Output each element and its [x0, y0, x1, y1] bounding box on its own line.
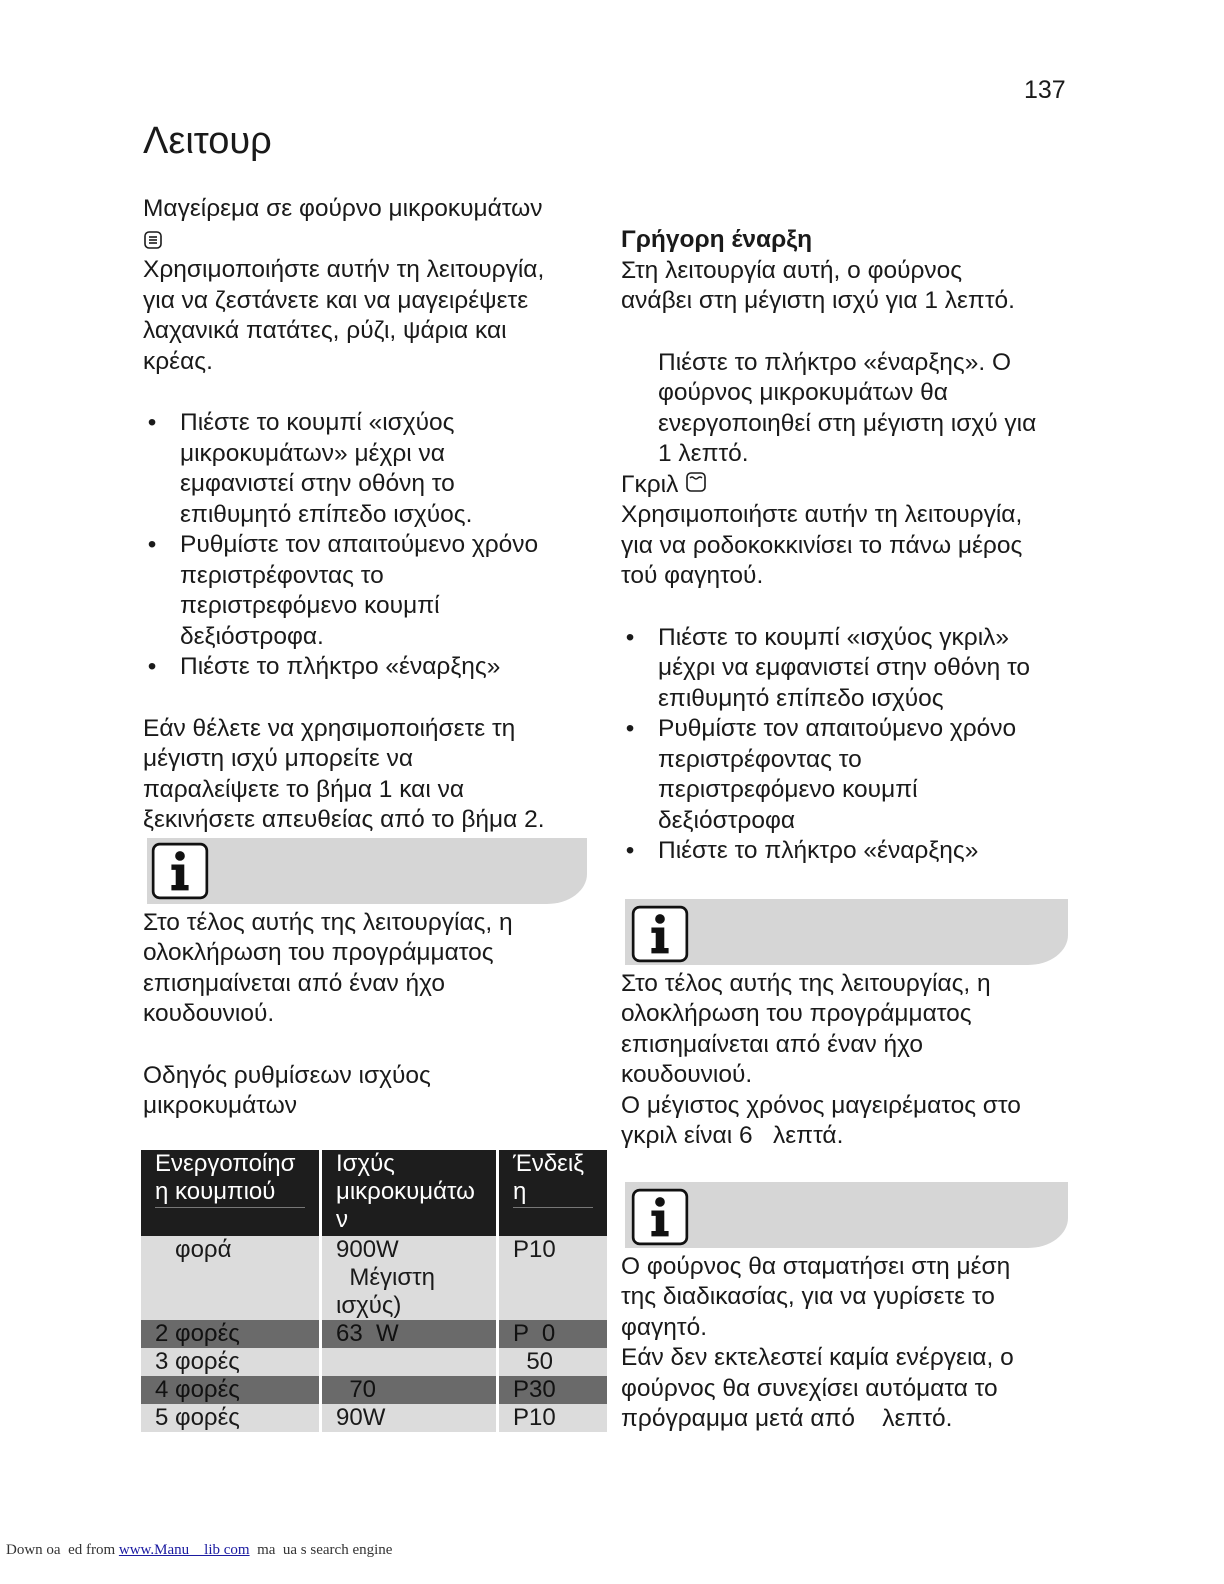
cell-text: 63 W — [336, 1320, 399, 1347]
text-line: κρέας. — [143, 347, 213, 375]
list-item — [621, 623, 1071, 715]
page-number: 137 — [1024, 76, 1066, 104]
power-guide-title — [143, 1061, 613, 1122]
header-line: Ενεργοποίησ — [155, 1150, 296, 1177]
quick-start-heading: Γρήγορη έναρξη — [621, 226, 813, 253]
bullet-icon: • — [625, 837, 635, 864]
text-line: περιστρεφόμενο κουμπί — [658, 776, 918, 803]
turn-food-info-text — [621, 1252, 1071, 1435]
text-line: ενεργοποιηθεί στη μέγιστη ισχύ για — [658, 409, 1037, 437]
header-line: ν — [336, 1206, 348, 1233]
text-line: περιστρέφοντας το — [180, 561, 384, 589]
column-header — [498, 1150, 608, 1236]
microwave-icon-line — [143, 225, 613, 256]
text-line: λαχανικά πατάτες, ρύζι, ψάρια και — [143, 317, 507, 344]
info-icon — [631, 1188, 689, 1246]
text-line: μέγιστη ισχύ μπορείτε να — [143, 745, 414, 772]
text-line: επιθυμητό επίπεδο ισχύος — [658, 684, 944, 712]
quick-start-text — [621, 256, 1071, 317]
footer-suffix: ma ua s search engine — [249, 1542, 393, 1558]
manualslib-link[interactable]: www.Manu lib com — [118, 1542, 250, 1558]
text-line: για να ζεστάνετε και να μαγειρέψετε — [143, 286, 529, 314]
cell-text: 70 — [336, 1376, 377, 1403]
column-header — [141, 1150, 321, 1236]
text-line: κουδουνιού. — [621, 1061, 753, 1088]
info-box — [621, 1182, 1071, 1248]
text-line: για να ροδοκοκκινίσει το πάνω μέρος — [621, 531, 1023, 559]
grill-title: Γκριλ — [621, 470, 679, 498]
bullet-icon: • — [625, 715, 635, 742]
text-line: φούρνος μικροκυμάτων θα — [658, 379, 948, 406]
text-line: Χρησιμοποιήστε αυτήν τη λειτουργία, — [621, 501, 1023, 528]
header-line: μικροκυμάτω — [336, 1178, 475, 1205]
table-row — [141, 1376, 607, 1404]
display-cell — [498, 1320, 608, 1348]
list-item — [143, 652, 613, 683]
power-cell — [321, 1404, 498, 1432]
info-icon — [151, 842, 209, 900]
display-cell: P10 — [498, 1236, 608, 1320]
info-text — [143, 908, 613, 1030]
display-cell: P10 — [498, 1404, 608, 1432]
bullet-icon: • — [625, 623, 635, 651]
bullet-icon: • — [147, 531, 157, 558]
power-cell — [321, 1376, 498, 1404]
table-header-row — [141, 1150, 607, 1236]
text-line: Ο μέγιστος χρόνος μαγειρέματος στο — [621, 1091, 1021, 1119]
text-line: ανάβει στη μέγιστη ισχύ για 1 λεπτό. — [621, 287, 1015, 314]
text-line: Ρυθμίστε τον απαιτούμενο χρόνο — [180, 531, 539, 558]
info-box — [621, 899, 1071, 965]
text-line: φούρνος θα συνεχίσει αυτόματα το — [621, 1374, 998, 1402]
microwave-steps — [143, 408, 613, 683]
power-cell — [321, 1320, 498, 1348]
display-cell — [498, 1348, 608, 1376]
list-item — [143, 530, 613, 652]
table-row — [141, 1404, 607, 1432]
cell-text: ισχύς) — [336, 1292, 402, 1319]
cell-text: φορά — [155, 1236, 232, 1263]
text-line: Πιέστε το κουμπί «ισχύος — [180, 409, 455, 436]
bullet-icon: • — [147, 409, 157, 436]
table-row — [141, 1236, 607, 1320]
text-line: ολοκλήρωση του προγράμματος — [621, 1000, 972, 1027]
text-line: μικροκυμάτων — [143, 1092, 298, 1119]
power-settings-table — [141, 1150, 607, 1432]
text-line: εμφανιστεί στην οθόνη το — [180, 470, 455, 497]
display-cell: P30 — [498, 1376, 608, 1404]
right-column — [621, 225, 1071, 1435]
list-item — [143, 408, 613, 530]
presses-cell: 5 φορές — [141, 1404, 321, 1432]
presses-cell: 4 φορές — [141, 1376, 321, 1404]
power-cell — [321, 1348, 498, 1376]
text-line: μέχρι να εμφανιστεί στην οθόνη το — [658, 654, 1031, 681]
grill-steps — [621, 623, 1071, 867]
list-item — [621, 714, 1071, 836]
text-line: περιστρέφοντας το — [658, 745, 862, 773]
text-line: Στο τέλος αυτής της λειτουργίας, η — [143, 908, 513, 936]
microwave-heading: Μαγείρεμα σε φούρνο μικροκυμάτων — [143, 195, 543, 222]
cell-text: P 0 — [513, 1320, 556, 1347]
text-line: παραλείψετε το βήμα 1 και να — [143, 775, 465, 803]
text-line: πρόγραμμα μετά από λεπτό. — [621, 1405, 953, 1432]
table-row — [141, 1348, 607, 1376]
info-icon — [631, 905, 689, 963]
presses-cell: 2 φορές — [141, 1320, 321, 1348]
header-line: Ισχύς — [336, 1150, 395, 1177]
quick-start-step — [621, 348, 1071, 470]
text-line: Χρησιμοποιήστε αυτήν τη λειτουργία, — [143, 256, 545, 283]
text-line: μικροκυμάτων» μέχρι να — [180, 439, 445, 467]
text-line: Πιέστε το πλήκτρο «έναρξης». Ο — [658, 348, 1012, 376]
bullet-icon: • — [147, 653, 157, 680]
list-item — [621, 836, 1071, 867]
text-line: Στο τέλος αυτής της λειτουργίας, η — [621, 969, 991, 997]
cell-text: 50 — [513, 1348, 554, 1375]
text-line: ξεκινήσετε απευθείας από το βήμα 2. — [143, 806, 545, 833]
presses-cell — [141, 1236, 321, 1320]
text-line: τού φαγητού. — [621, 562, 764, 589]
grill-heading — [621, 470, 1071, 501]
microwave-mode-icon — [143, 230, 163, 250]
text-line: δεξιόστροφα. — [180, 622, 324, 650]
download-footer — [6, 1542, 392, 1559]
cell-text: 900W — [336, 1236, 399, 1263]
column-header — [321, 1150, 498, 1236]
text-line: δεξιόστροφα — [658, 806, 796, 834]
text-line: ολοκλήρωση του προγράμματος — [143, 939, 494, 966]
text-line: επισημαίνεται από έναν ήχο — [621, 1030, 924, 1058]
text-line: Εάν θέλετε να χρησιμοποιήσετε τη — [143, 714, 516, 742]
grill-text — [621, 500, 1071, 592]
power-cell — [321, 1236, 498, 1320]
text-line: Εάν δεν εκτελεστεί καμία ενέργεια, ο — [621, 1344, 1014, 1371]
table-row — [141, 1320, 607, 1348]
cell-text: 90W — [336, 1404, 386, 1431]
text-line: Πιέστε το πλήκτρο «έναρξης» — [180, 653, 501, 680]
text-line: επισημαίνεται από έναν ήχο — [143, 969, 446, 997]
microwave-intro — [143, 255, 613, 377]
cell-text: Μέγιστη — [336, 1264, 435, 1291]
text-line: Πιέστε το κουμπί «ισχύος γκριλ» — [658, 623, 1010, 651]
info-box — [143, 838, 613, 904]
text-line: κουδουνιού. — [143, 1000, 275, 1027]
footer-prefix: Down oa ed from — [6, 1542, 119, 1558]
max-power-note — [143, 714, 613, 836]
section-title: Λειτουρ — [143, 120, 272, 162]
text-line: γκριλ είναι 6 λεπτά. — [621, 1122, 844, 1149]
text-line: Ρυθμίστε τον απαιτούμενο χρόνο — [658, 715, 1017, 742]
presses-cell: 3 φορές — [141, 1348, 321, 1376]
text-line: φαγητό. — [621, 1313, 708, 1341]
grill-info-text — [621, 969, 1071, 1152]
left-column — [143, 194, 613, 1122]
header-line: η κουμπιού — [155, 1178, 305, 1208]
text-line: της διαδικασίας, για να γυρίσετε το — [621, 1283, 995, 1310]
text-line: Πιέστε το πλήκτρο «έναρξης» — [658, 837, 979, 864]
text-line: 1 λεπτό. — [658, 440, 749, 467]
text-line: επιθυμητό επίπεδο ισχύος. — [180, 500, 473, 528]
header-line: η — [513, 1178, 593, 1208]
text-line: Στη λειτουργία αυτή, ο φούρνος — [621, 256, 963, 284]
text-line: περιστρεφόμενο κουμπί — [180, 592, 440, 619]
grill-mode-icon — [685, 471, 707, 493]
text-line: Οδηγός ρυθμίσεων ισχύος — [143, 1061, 431, 1089]
header-line: Ένδειξ — [513, 1150, 584, 1177]
text-line: Ο φούρνος θα σταματήσει στη μέση — [621, 1252, 1011, 1280]
